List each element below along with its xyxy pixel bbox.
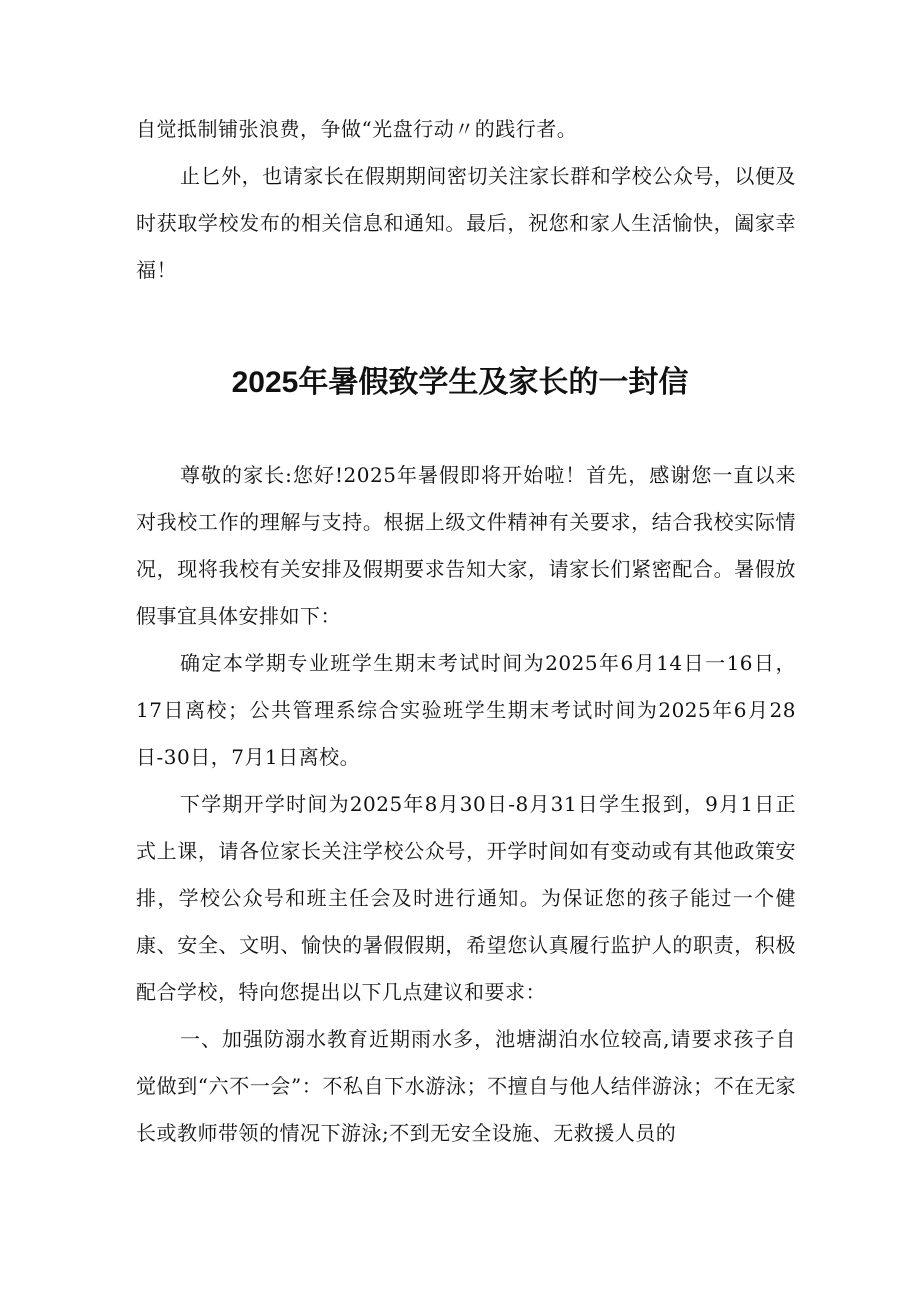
letter-title: 2025年暑假致学生及家长的一封信	[231, 366, 689, 399]
letter-paragraph-exam-schedule: 确定本学期专业班学生期末考试时间为2025年6月14日一16日，17日离校；公共管理系综合实验班学生期末考试时间为2025年6月28日-30日，7月1日离校。	[136, 651, 796, 769]
letter-paragraph-greeting: 尊敬的家长:您好!2025年暑假即将开始啦！首先，感谢您一直以来对我校工作的理解与支持。根据上级文件精神有关要求，结合我校实际情况，现将我校有关安排及假期要求告知大家，请家长们紧密配合。暑假放假事宜具体安排如下：	[136, 463, 796, 628]
prev-letter-closing-paragraph: 止匕外，也请家长在假期期间密切关注家长群和学校公众号，以便及时获取学校发布的相关信息和通知。最后，祝您和家人生活愉快，阖家幸福！	[136, 164, 796, 282]
prev-letter-continuation: 自觉抵制铺张浪费，争做“光盘行动〃的践行者。	[136, 117, 578, 141]
letter-paragraph-drowning-prevention: 一、加强防溺水教育近期雨水多，池塘湖泊水位较高,请要求孩子自觉做到“六不一会”：不私自下水游泳；不擅自与他人结伴游泳；不在无家长或教师带领的情况下游泳;不到无安全设施、无救援人员的	[136, 1027, 796, 1145]
letter-paragraph-school-start: 下学期开学时间为2025年8月30日-8月31日学生报到，9月1日正式上课，请各位家长关注学校公众号，开学时间如有变动或有其他政策安排，学校公众号和班主任会及时进行通知。为保证您的孩子能过一个健康、安全、文明、愉快的暑假假期，希望您认真履行监护人的职责，积极配合学校，特向您提出以下几点建议和要求：	[136, 792, 796, 1004]
